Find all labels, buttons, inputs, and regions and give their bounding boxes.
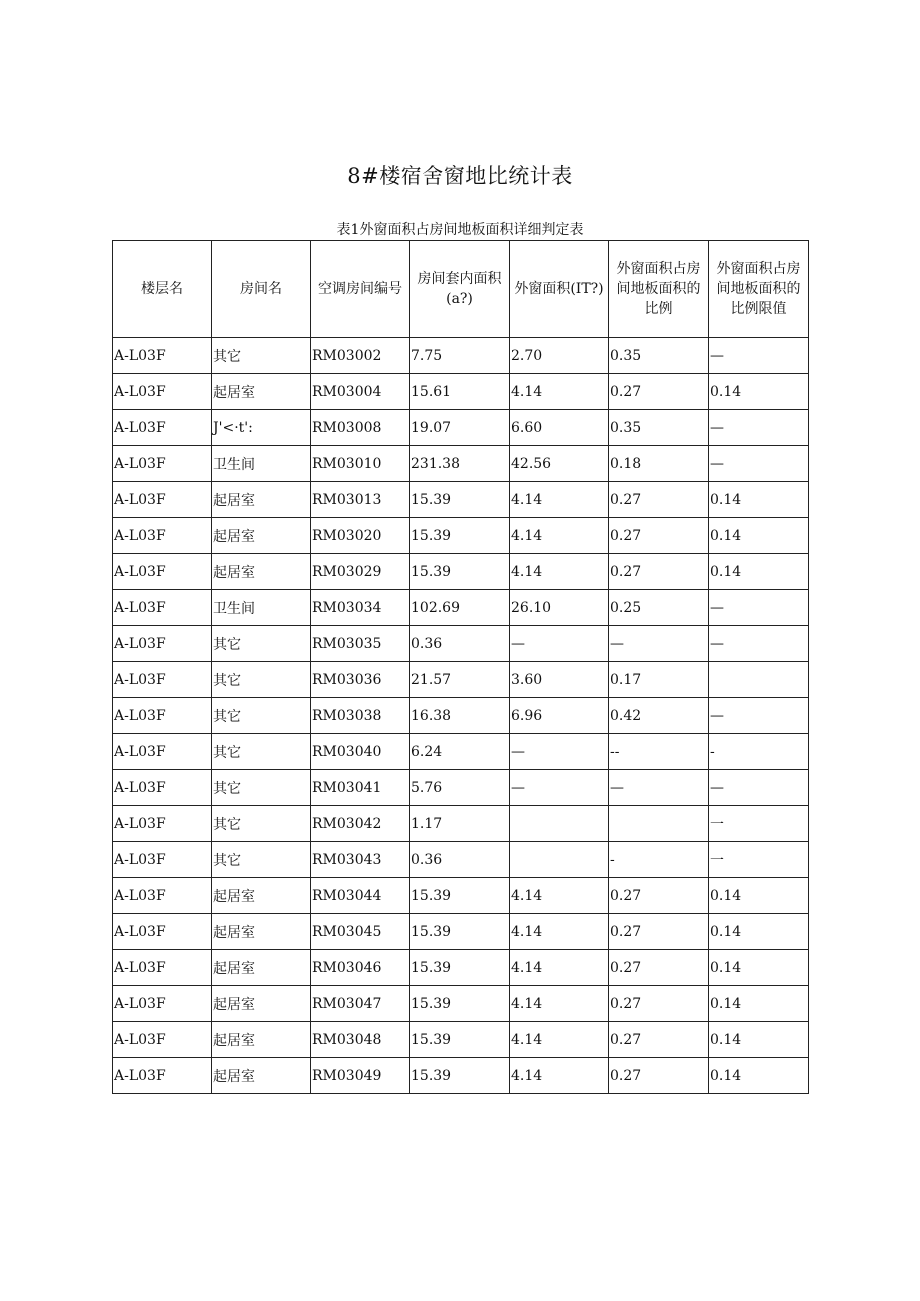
- cell-window-area: 4.14: [510, 986, 609, 1022]
- cell-window-area: 42.56: [510, 446, 609, 482]
- table-caption: 表1外窗面积占房间地板面积详细判定表: [336, 222, 584, 238]
- cell-ratio-limit: 0.14: [709, 482, 809, 518]
- cell-floor: A-L03F: [113, 626, 212, 662]
- table-row: [113, 986, 809, 1022]
- cell-room-name: J'<·t':: [212, 410, 311, 446]
- header-room-name: 房间名: [212, 241, 311, 338]
- cell-room-area: 7.75: [410, 338, 510, 374]
- cell-room-id: RM03020: [311, 518, 410, 554]
- cell-floor: A-L03F: [113, 1058, 212, 1094]
- cell-ratio-limit: 0.14: [709, 374, 809, 410]
- cell-window-area: 6.60: [510, 410, 609, 446]
- cell-ratio-limit: [709, 662, 809, 698]
- table-row: [113, 554, 809, 590]
- header-ratio-limit: 外窗面积占房间地板面积的比例限值: [709, 241, 809, 338]
- cell-ratio: —: [609, 626, 709, 662]
- table-row: [113, 950, 809, 986]
- cell-room-name: 起居室: [212, 518, 311, 554]
- cell-ratio-limit: —: [709, 446, 809, 482]
- cell-room-id: RM03002: [311, 338, 410, 374]
- cell-room-area: 16.38: [410, 698, 510, 734]
- cell-room-name: 起居室: [212, 878, 311, 914]
- table-row: [113, 518, 809, 554]
- cell-floor: A-L03F: [113, 554, 212, 590]
- cell-room-name: 其它: [212, 698, 311, 734]
- cell-ratio-limit: 0.14: [709, 986, 809, 1022]
- cell-room-id: RM03036: [311, 662, 410, 698]
- cell-room-id: RM03010: [311, 446, 410, 482]
- cell-room-name: 起居室: [212, 1022, 311, 1058]
- cell-window-area: 4.14: [510, 1022, 609, 1058]
- table-row: [113, 914, 809, 950]
- cell-ratio: --: [609, 734, 709, 770]
- table-row: [113, 446, 809, 482]
- window-floor-ratio-table: [112, 240, 809, 1094]
- cell-ratio: 0.27: [609, 482, 709, 518]
- cell-window-area: 4.14: [510, 518, 609, 554]
- cell-room-name: 起居室: [212, 950, 311, 986]
- cell-floor: A-L03F: [113, 878, 212, 914]
- cell-ratio-limit: 0.14: [709, 914, 809, 950]
- table-row: [113, 338, 809, 374]
- header-room-area: 房间套内面积(a?): [410, 241, 510, 338]
- cell-window-area: 4.14: [510, 482, 609, 518]
- cell-room-id: RM03034: [311, 590, 410, 626]
- header-floor: 楼层名: [113, 241, 212, 338]
- cell-room-id: RM03044: [311, 878, 410, 914]
- cell-room-id: RM03042: [311, 806, 410, 842]
- cell-room-area: 15.39: [410, 950, 510, 986]
- cell-room-name: 卫生间: [212, 446, 311, 482]
- header-ratio: 外窗面积占房间地板面积的比例: [609, 241, 709, 338]
- cell-room-area: 15.39: [410, 1022, 510, 1058]
- cell-floor: A-L03F: [113, 410, 212, 446]
- cell-window-area: [510, 842, 609, 878]
- cell-window-area: 4.14: [510, 950, 609, 986]
- cell-ratio: 0.27: [609, 554, 709, 590]
- cell-room-id: RM03046: [311, 950, 410, 986]
- cell-ratio: 0.35: [609, 338, 709, 374]
- cell-room-id: RM03038: [311, 698, 410, 734]
- cell-ratio: 0.27: [609, 986, 709, 1022]
- cell-room-name: 起居室: [212, 914, 311, 950]
- cell-ratio-limit: -: [709, 734, 809, 770]
- cell-room-name: 其它: [212, 734, 311, 770]
- cell-floor: A-L03F: [113, 1022, 212, 1058]
- table-header: [113, 241, 809, 338]
- cell-room-area: 5.76: [410, 770, 510, 806]
- cell-floor: A-L03F: [113, 590, 212, 626]
- cell-room-id: RM03008: [311, 410, 410, 446]
- cell-room-area: 231.38: [410, 446, 510, 482]
- table-row: [113, 374, 809, 410]
- cell-floor: A-L03F: [113, 662, 212, 698]
- cell-ratio: —: [609, 770, 709, 806]
- cell-room-name: 其它: [212, 626, 311, 662]
- cell-room-name: 其它: [212, 806, 311, 842]
- cell-ratio-limit: —: [709, 626, 809, 662]
- table-row: [113, 626, 809, 662]
- cell-room-id: RM03004: [311, 374, 410, 410]
- cell-ratio: 0.27: [609, 1022, 709, 1058]
- header-room-id: 空调房间编号: [311, 241, 410, 338]
- cell-window-area: 6.96: [510, 698, 609, 734]
- cell-window-area: 2.70: [510, 338, 609, 374]
- cell-ratio: 0.42: [609, 698, 709, 734]
- cell-ratio: 0.27: [609, 878, 709, 914]
- cell-room-name: 起居室: [212, 374, 311, 410]
- cell-floor: A-L03F: [113, 446, 212, 482]
- cell-ratio-limit: 一: [709, 806, 809, 842]
- cell-room-id: RM03040: [311, 734, 410, 770]
- cell-room-name: 起居室: [212, 554, 311, 590]
- header-row: [113, 241, 809, 338]
- cell-window-area: 3.60: [510, 662, 609, 698]
- table-row: [113, 734, 809, 770]
- cell-floor: A-L03F: [113, 734, 212, 770]
- cell-room-name: 其它: [212, 770, 311, 806]
- cell-ratio-limit: —: [709, 338, 809, 374]
- table-row: [113, 662, 809, 698]
- cell-room-id: RM03043: [311, 842, 410, 878]
- cell-ratio-limit: 0.14: [709, 554, 809, 590]
- cell-window-area: 4.14: [510, 878, 609, 914]
- table-row: [113, 1058, 809, 1094]
- cell-floor: A-L03F: [113, 518, 212, 554]
- cell-room-id: RM03041: [311, 770, 410, 806]
- cell-floor: A-L03F: [113, 914, 212, 950]
- cell-floor: A-L03F: [113, 338, 212, 374]
- cell-floor: A-L03F: [113, 698, 212, 734]
- cell-room-id: RM03035: [311, 626, 410, 662]
- cell-floor: A-L03F: [113, 842, 212, 878]
- cell-floor: A-L03F: [113, 950, 212, 986]
- cell-room-name: 其它: [212, 338, 311, 374]
- cell-room-name: 其它: [212, 842, 311, 878]
- cell-room-id: RM03049: [311, 1058, 410, 1094]
- cell-window-area: 4.14: [510, 914, 609, 950]
- cell-room-name: 起居室: [212, 1058, 311, 1094]
- cell-room-area: 15.39: [410, 518, 510, 554]
- cell-room-area: 0.36: [410, 842, 510, 878]
- cell-floor: A-L03F: [113, 482, 212, 518]
- cell-ratio: -: [609, 842, 709, 878]
- cell-room-area: 15.39: [410, 878, 510, 914]
- cell-ratio: 0.27: [609, 1058, 709, 1094]
- header-window-area: 外窗面积(IT?): [510, 241, 609, 338]
- cell-room-name: 卫生间: [212, 590, 311, 626]
- cell-room-id: RM03047: [311, 986, 410, 1022]
- cell-ratio: 0.27: [609, 914, 709, 950]
- cell-ratio-limit: —: [709, 698, 809, 734]
- cell-room-area: 19.07: [410, 410, 510, 446]
- cell-room-area: 15.39: [410, 482, 510, 518]
- table-row: [113, 698, 809, 734]
- cell-room-area: 6.24: [410, 734, 510, 770]
- table-row: [113, 770, 809, 806]
- cell-floor: A-L03F: [113, 806, 212, 842]
- cell-room-name: 其它: [212, 662, 311, 698]
- cell-ratio-limit: —: [709, 410, 809, 446]
- cell-ratio-limit: 0.14: [709, 1022, 809, 1058]
- cell-window-area: [510, 806, 609, 842]
- cell-ratio: 0.18: [609, 446, 709, 482]
- table-row: [113, 590, 809, 626]
- table-body: [113, 338, 809, 1094]
- cell-room-name: 起居室: [212, 482, 311, 518]
- cell-ratio: 0.17: [609, 662, 709, 698]
- cell-ratio-limit: 0.14: [709, 1058, 809, 1094]
- table-row: [113, 1022, 809, 1058]
- cell-ratio: 0.25: [609, 590, 709, 626]
- cell-window-area: —: [510, 734, 609, 770]
- cell-room-id: RM03013: [311, 482, 410, 518]
- cell-room-id: RM03029: [311, 554, 410, 590]
- cell-room-area: 15.39: [410, 1058, 510, 1094]
- cell-ratio: [609, 806, 709, 842]
- cell-window-area: 4.14: [510, 1058, 609, 1094]
- cell-room-area: 15.39: [410, 914, 510, 950]
- cell-room-id: RM03045: [311, 914, 410, 950]
- table-row: [113, 878, 809, 914]
- cell-ratio: 0.27: [609, 374, 709, 410]
- table-row: [113, 842, 809, 878]
- cell-room-area: 1.17: [410, 806, 510, 842]
- table-row: [113, 410, 809, 446]
- cell-room-area: 15.39: [410, 986, 510, 1022]
- cell-room-area: 21.57: [410, 662, 510, 698]
- cell-ratio: 0.27: [609, 950, 709, 986]
- cell-ratio-limit: —: [709, 590, 809, 626]
- cell-floor: A-L03F: [113, 770, 212, 806]
- cell-ratio-limit: 0.14: [709, 878, 809, 914]
- cell-ratio-limit: 一: [709, 842, 809, 878]
- document-title: 8#楼宿舍窗地比统计表: [347, 164, 573, 188]
- cell-window-area: 4.14: [510, 554, 609, 590]
- cell-room-area: 0.36: [410, 626, 510, 662]
- cell-ratio-limit: 0.14: [709, 950, 809, 986]
- cell-ratio: 0.27: [609, 518, 709, 554]
- cell-floor: A-L03F: [113, 986, 212, 1022]
- cell-room-name: 起居室: [212, 986, 311, 1022]
- cell-ratio-limit: —: [709, 770, 809, 806]
- cell-window-area: 4.14: [510, 374, 609, 410]
- cell-window-area: 26.10: [510, 590, 609, 626]
- cell-room-id: RM03048: [311, 1022, 410, 1058]
- cell-ratio-limit: 0.14: [709, 518, 809, 554]
- cell-room-area: 15.61: [410, 374, 510, 410]
- cell-floor: A-L03F: [113, 374, 212, 410]
- cell-window-area: —: [510, 626, 609, 662]
- table-row: [113, 482, 809, 518]
- cell-room-area: 15.39: [410, 554, 510, 590]
- cell-ratio: 0.35: [609, 410, 709, 446]
- table-row: [113, 806, 809, 842]
- cell-room-area: 102.69: [410, 590, 510, 626]
- cell-window-area: —: [510, 770, 609, 806]
